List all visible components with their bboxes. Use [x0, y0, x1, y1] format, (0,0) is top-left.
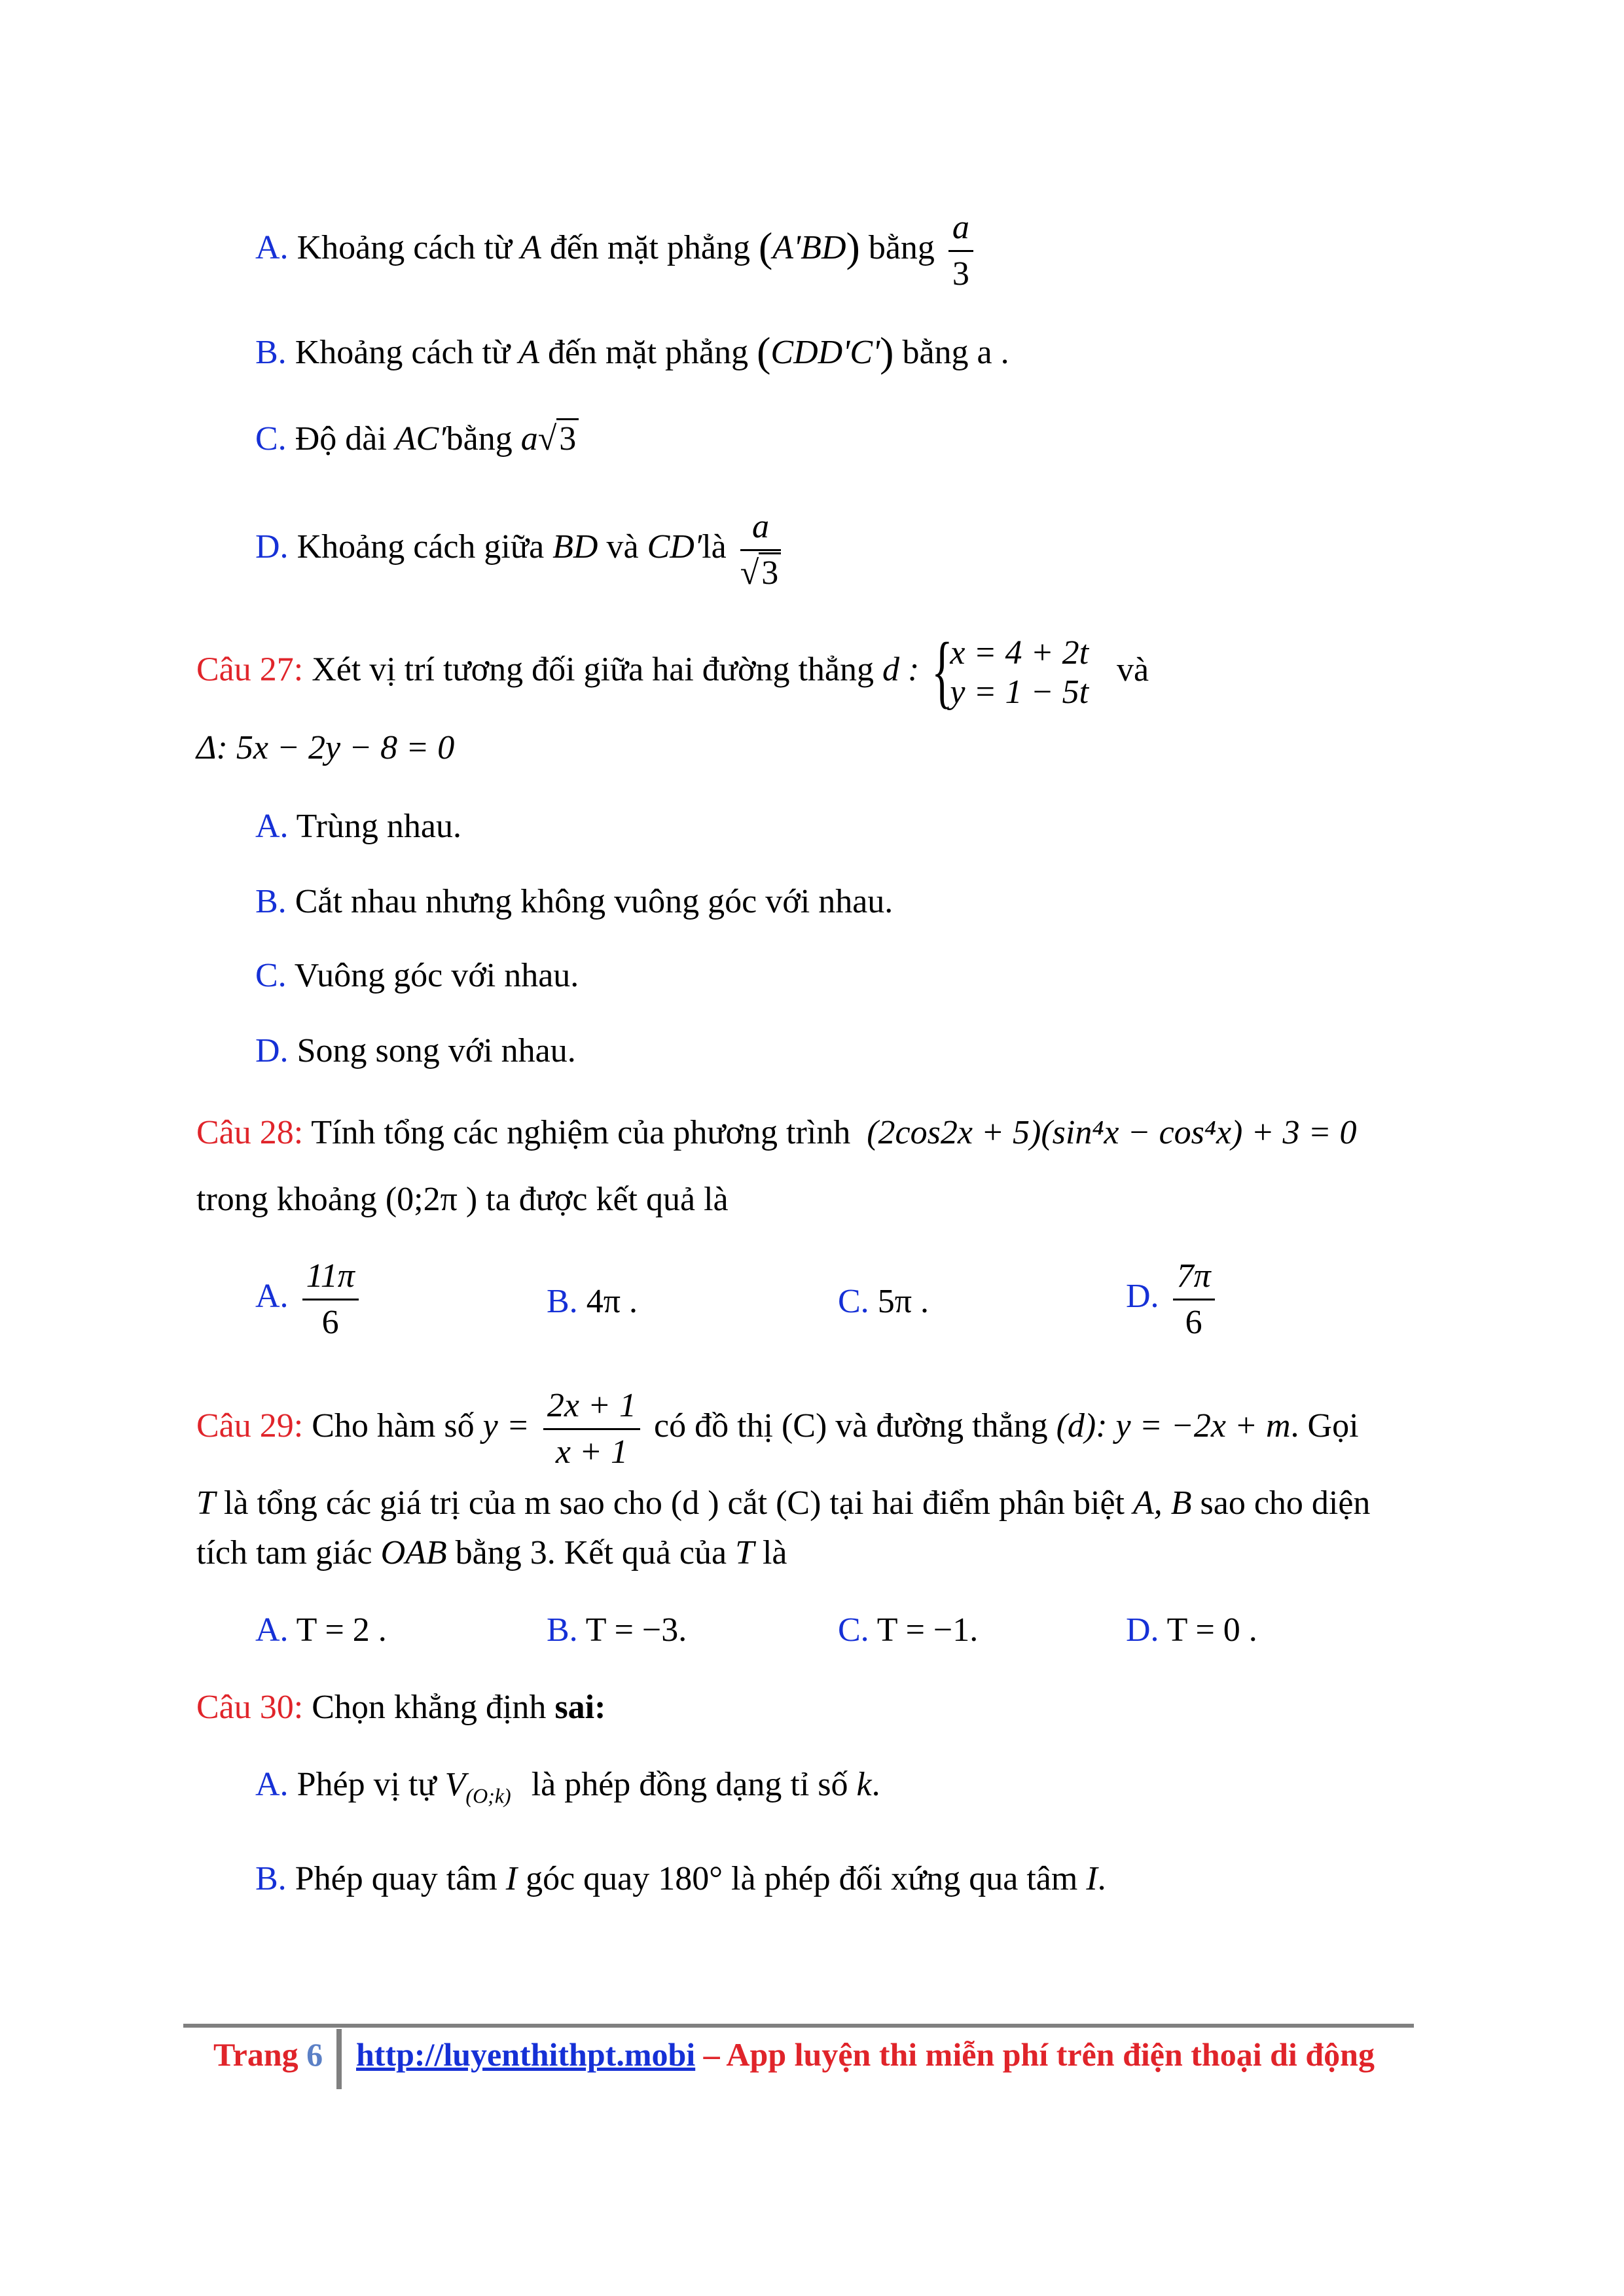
q27-option-c: C. Vuông góc với nhau.: [255, 957, 579, 994]
q28-option-a: A. $\frac{11\pi}{6}$: [255, 1257, 364, 1342]
fraction: $\frac{a}{3}$: [948, 208, 973, 294]
footer-link[interactable]: http://luyenthithpt.mobi: [356, 2036, 696, 2073]
q30-stem: Câu 30: Chọn khẳng định sai:: [196, 1689, 606, 1726]
footer-rule: [183, 2024, 1414, 2028]
equation-system: { x = 4 + 2t y = 1 − 5t: [931, 626, 1089, 716]
q27-option-b: B. Cắt nhau nhưng không vuông góc với nhau.: [255, 883, 893, 920]
q27-option-a: A. Trùng nhau.: [255, 808, 461, 845]
option-label: D.: [255, 528, 289, 566]
footer-divider: [336, 2029, 342, 2089]
q28-option-c: C. 5π .: [838, 1283, 929, 1320]
q26-option-b: B. Khoảng cách từ A đến mặt phẳng (CDD'C') bằng a .: [255, 329, 1009, 375]
footer-page-number: Trang 6: [213, 2036, 323, 2073]
q29-option-b: B. T = −3.: [547, 1611, 687, 1649]
q26-option-c: C. Độ dài AC′bằng a√3: [255, 419, 579, 459]
q29-option-c: C. T = −1.: [838, 1611, 979, 1649]
question-label: Câu 28:: [196, 1114, 304, 1151]
question-label: Câu 29:: [196, 1407, 304, 1445]
fraction: $\frac{2x + 1}{x + 1}$: [543, 1386, 640, 1472]
q27-stem: Câu 27: Xét vị trí tương đối giữa hai đường thẳng d : { x = 4 + 2t y = 1 − 5t và: [196, 626, 1149, 716]
question-label: Câu 30:: [196, 1689, 304, 1726]
footer-text: http://luyenthithpt.mobi – App luyện thi miễn phí trên điện thoại di động: [356, 2036, 1375, 2073]
q30-option-b: B. Phép quay tâm I góc quay 180° là phép đối xứng qua tâm I.: [255, 1860, 1106, 1897]
q27-option-d: D. Song song với nhau.: [255, 1032, 576, 1069]
q28-stem: Câu 28: Tính tổng các nghiệm của phương trình (2cos2x + 5)(sin⁴x − cos⁴x) + 3 = 0: [196, 1114, 1357, 1151]
q29-stem: Câu 29: Cho hàm số y = $\frac{2x + 1}{x + 1}$ có đồ thị (C) và đường thẳng (d): y = −2x + m. Gọi: [196, 1387, 1359, 1471]
q29-stem-line3: tích tam giác OAB bằng 3. Kết quả của T là: [196, 1534, 787, 1571]
q29-option-d: D. T = 0 .: [1126, 1611, 1257, 1649]
q26-option-a: A. Khoảng cách từ A đến mặt phẳng (A'BD) bằng $\frac{a}{3}$: [255, 208, 979, 294]
option-label: C.: [255, 420, 287, 457]
q28-option-d: D. $\frac{7\pi}{6}$: [1126, 1257, 1220, 1342]
option-label: B.: [255, 334, 287, 371]
q28-stem-cont: trong khoảng (0;2π ) ta được kết quả là: [196, 1181, 729, 1218]
q26-option-d: D. Khoảng cách giữa BD và CD′là $\frac{a}{√3}$: [255, 507, 786, 593]
q30-option-a: A. Phép vị tự $V_{(O;k)}$ là phép đồng dạng tỉ số k.: [255, 1766, 880, 1808]
question-label: Câu 27:: [196, 651, 304, 689]
option-label: A.: [255, 229, 289, 267]
q28-option-b: B. 4π .: [547, 1283, 638, 1320]
fraction: $\frac{a}{√3}$: [740, 507, 782, 593]
q29-option-a: A. T = 2 .: [255, 1611, 387, 1649]
q29-stem-line2: T là tổng các giá trị của m sao cho (d ) cắt (C) tại hai điểm phân biệt A, B sao cho diện: [196, 1484, 1371, 1522]
q27-delta: Δ: 5x − 2y − 8 = 0: [196, 729, 455, 766]
